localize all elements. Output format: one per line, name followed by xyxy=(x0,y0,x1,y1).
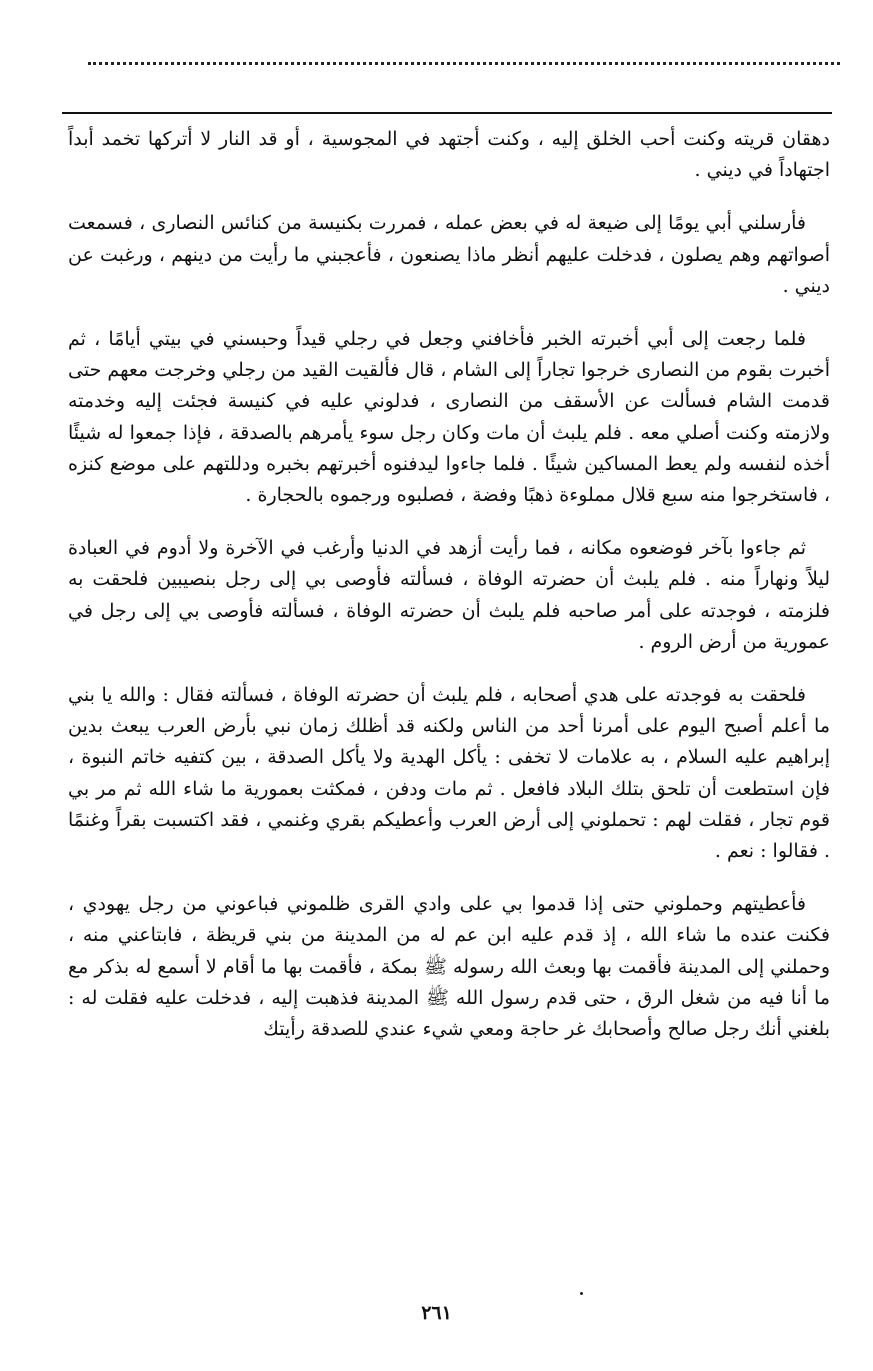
paragraph-2: فأرسلني أبي يومًا إلى ضيعة له في بعض عمله ، فمررت بكنيسة من كنائس النصارى ، فسمعت أصواتهم وهم يصلون ، فدخلت عليهم أنظر ماذا يصنعون ، فأعجبني ما رأيت من دينهم ، ورغبت عن ديني . xyxy=(68,212,830,297)
page-number: ٢٦١ xyxy=(421,1302,452,1324)
header-rule xyxy=(62,112,832,114)
footnote-dotted-separator xyxy=(88,62,840,65)
paragraph-1: دهقان قريته وكنت أحب الخلق إليه ، وكنت أجتهد في المجوسية ، أو قد النار لا أتركها تخمد أبداً اجتهاداً في ديني . xyxy=(68,128,830,182)
paragraph-5: فلحقت به فوجدته على هدي أصحابه ، فلم يلبث أن حضرته الوفاة ، فسألته فقال : والله يا بني ما أعلم أصبح اليوم على أمرنا أحد من الناس ولكنه قد أظلك زمان نبي بأرض العرب يبعث بدين إبراهيم عليه السلام ، به علامات لا تخفى : يأكل الهدية ولا يأكل الصدقة ، بين كتفيه خاتم النبوة ، فإن استطعت أن تلحق بتلك البلاد فافعل . ثم مات ودفن ، فمكثت بعمورية ما شاء الله ثم مر بي قوم تجار ، فقلت لهم : تحملوني إلى أرض العرب وأعطيكم بقري وغنمي ، فقد اكتسبت بقراً وغنمًا . فقالوا : نعم . xyxy=(68,684,830,863)
page-body-text xyxy=(68,124,830,1067)
paragraph-6: فأعطيتهم وحملوني حتى إذا قدموا بي على وادي القرى ظلموني فباعوني من رجل يهودي ، فكنت عنده ما شاء الله ، إذ قدم عليه ابن عم له من المدينة من بني قريظة ، فابتاعني منه ، وحملني إلى المدينة فأقمت بها وبعث الله رسوله ﷺ بمكة ، فأقمت بها ما أقام لا أسمع له بذكر مع ما أنا فيه من شغل الرق ، حتى قدم رسول الله ﷺ المدينة فذهبت إليه ، فدخلت عليه فقلت له : بلغني أنك رجل صالح وأصحابك غر حاجة ومعي شيء عندي للصدقة رأيتك xyxy=(68,893,830,1041)
paragraph-4: ثم جاءوا بآخر فوضعوه مكانه ، فما رأيت أزهد في الدنيا وأرغب في الآخرة ولا أدوم في العبادة ليلاً ونهاراً منه . فلم يلبث أن حضرته الوفاة ، فسألته فأوصى بي إلى رجل بنصيبين فلحقت به فلزمته ، فوجدته على أمر صاحبه فلم يلبث أن حضرته الوفاة ، فسألته فأوصى بي إلى رجل في عمورية من أرض الروم . xyxy=(68,537,830,653)
paragraph-3: فلما رجعت إلى أبي أخبرته الخبر فأخافني وجعل في رجلي قيداً وحبسني في بيتي أيامًا ، ثم أخبرت بقوم من النصارى خرجوا تجاراً إلى الشام ، قال فألقيت القيد من رجلي وخرجت معهم حتى قدمت الشام فسألت عن الأسقف من النصارى ، فدلوني عليه في كنيسة فجئت إليه وخدمته ولازمته وكنت أصلي معه . فلم يلبث أن مات وكان رجل سوء يأمرهم بالصدقة ، فإذا جمعوا له شيئًا أخذه لنفسه ولم يعط المساكين شيئًا . فلما جاءوا ليدفنوه أخبرتهم بخبره ودللتهم على موضع كنزه ، فاستخرجوا منه سبع قلال مملوءة ذهبًا وفضة ، فصلبوه ورجموه بالحجارة . xyxy=(68,328,830,507)
print-speck xyxy=(580,1292,583,1295)
